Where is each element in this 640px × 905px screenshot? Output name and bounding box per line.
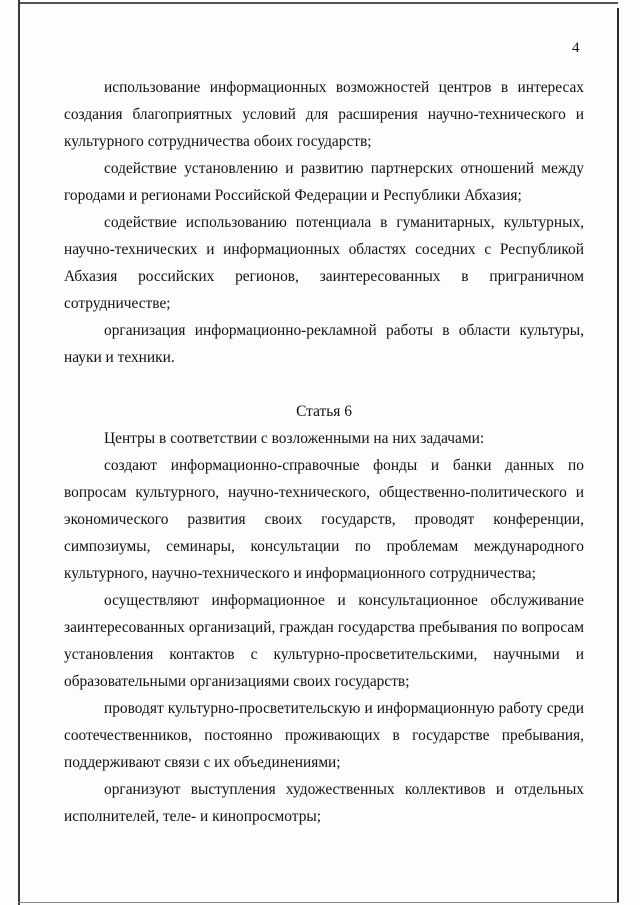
paragraph-advertising: организация информационно-рекламной работы в области культуры, науки и техники. <box>64 322 584 366</box>
paragraph-partnership: содействие установлению и развитию партнерских отношений между городами и регионами Российской Федерации и Республики Абхазия; <box>64 160 584 204</box>
article-heading: Статья 6 <box>296 403 352 420</box>
page-border-top <box>18 2 618 4</box>
paragraph-consulting: осуществляют информационное и консультационное обслуживание заинтересованных организаций, граждан государства пребывания по вопросам установления контактов с культурно-просветительскими, научными и образовательными организациями своих государств; <box>64 592 584 690</box>
paragraph-potential: содействие использованию потенциала в гуманитарных, культурных, научно-технических и информационных областях соседних с Республикой Абхазия российских регионов, заинтересованных в приграничном сотрудничестве; <box>64 214 584 312</box>
page-border-bottom <box>18 902 619 903</box>
paragraph-tasks-intro: Центры в соответствии с возложенными на них задачами: <box>104 430 485 447</box>
paragraph-data-funds: создают информационно-справочные фонды и банки данных по вопросам культурного, научно-технического, общественно-политического и экономического развития своих государств, проводят конференции, симпозиумы, семинары, консультации по проблемам международного культурного, научно-технического и информационного сотрудничества; <box>64 457 584 582</box>
page-border-right <box>617 8 619 903</box>
page-number: 4 <box>572 40 580 56</box>
page-border-left <box>18 0 20 905</box>
paragraph-centers-usage: использование информационных возможностей центров в интересах создания благоприятных условий для расширения научно-технического и культурного сотрудничества обоих государств; <box>64 79 584 150</box>
document-body <box>64 74 584 830</box>
paragraph-compatriots: проводят культурно-просветительскую и информационную работу среди соотечественников, постоянно проживающих в государстве пребывания, поддерживают связи с их объединениями; <box>64 700 584 771</box>
paragraph-performances: организуют выступления художественных коллективов и отдельных исполнителей, теле- и кинопросмотры; <box>64 781 584 825</box>
